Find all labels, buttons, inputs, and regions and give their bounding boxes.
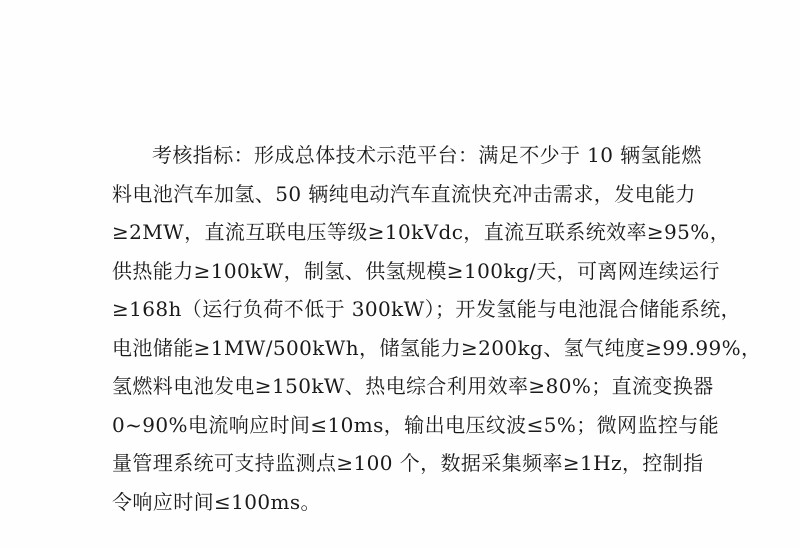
text-line: ≥168h（运行负荷不低于 300kW）；开发氢能与电池混合储能系统， — [112, 297, 742, 321]
text-line: 氢燃料电池发电≥150kW、热电综合利用效率≥80%；直流变换器 — [112, 374, 714, 398]
text-line: 令响应时间≤100ms。 — [112, 489, 321, 514]
text-line: 0~90%电流响应时间≤10ms，输出电压纹波≤5%；微网监控与能 — [112, 412, 720, 437]
text-line: ≥2MW，直流互联电压等级≥10kVdc，直流互联系统效率≥95%， — [112, 220, 731, 244]
paragraph — [112, 136, 762, 521]
text-line: 考核指标：形成总体技术示范平台：满足不少于 10 辆氢能燃 — [152, 143, 702, 167]
text-line: 电池储能≥1MW/500kWh，储氢能力≥200kg、氢气纯度≥99.99%， — [112, 335, 762, 360]
text-line: 供热能力≥100kW，制氢、供氢规模≥100kg/天，可离网连续运行 — [112, 258, 720, 283]
text-line: 料电池汽车加氢、50 辆纯电动汽车直流快充冲击需求，发电能力 — [112, 181, 696, 206]
text-line: 量管理系统可支持监测点≥100 个，数据采集频率≥1Hz，控制指 — [112, 451, 704, 475]
